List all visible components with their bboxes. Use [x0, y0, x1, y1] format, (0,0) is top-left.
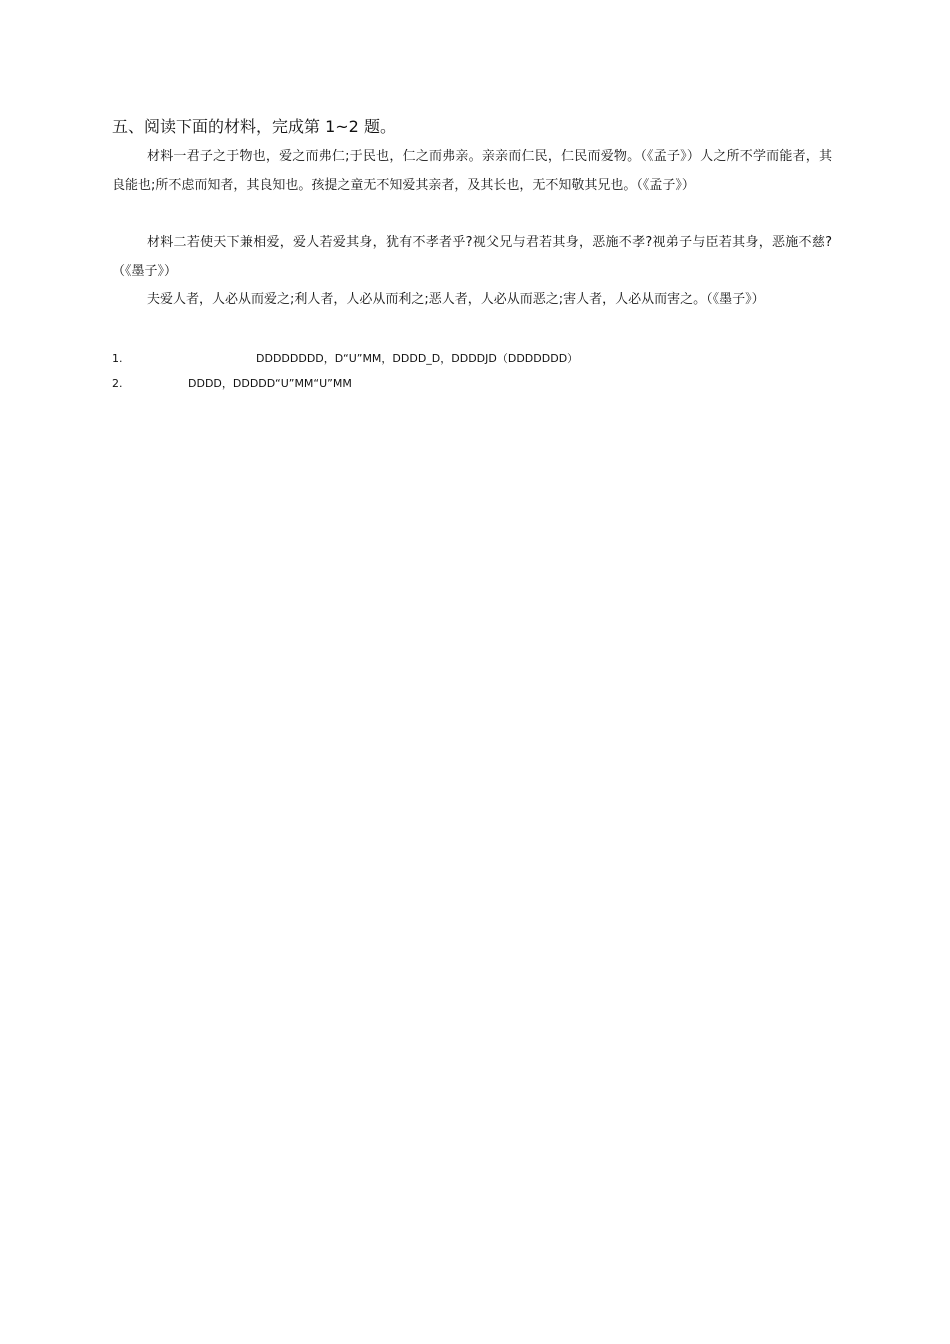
question-number: 2.	[112, 377, 123, 390]
question-item	[112, 351, 579, 367]
question-text: DDDD，DDDDD“U”MM“U”MM	[188, 377, 352, 390]
question-item	[112, 376, 352, 392]
question-number: 1.	[112, 352, 123, 365]
question-text: DDDDDDDD，D“U”MM，DDDD_D，DDDDJD（DDDDDDD）	[256, 352, 579, 365]
passage-mencius: 材料一君子之于物也，爱之而弗仁;于民也，仁之而弗亲。亲亲而仁民，仁民而爱物。（《孟子》）人之所不学而能者，其良能也;所不虑而知者，其良知也。孩提之童无不知爱其亲者，及其长也，无不知敬其兄也。（《孟子》）	[112, 149, 832, 193]
passage-mozi-1: 材料二若使天下兼相爱，爱人若爱其身，犹有不孝者乎?视父兄与君若其身，恶施不孝?视弟子与臣若其身，恶施不慈?（《墨子》）	[112, 235, 832, 279]
section-heading: 五、阅读下面的材料，完成第 1~2 题。	[112, 117, 396, 136]
passage-mozi-2: 夫爱人者，人必从而爱之;利人者，人必从而利之;恶人者，人必从而恶之;害人者，人必从而害之。（《墨子》）	[147, 292, 765, 307]
